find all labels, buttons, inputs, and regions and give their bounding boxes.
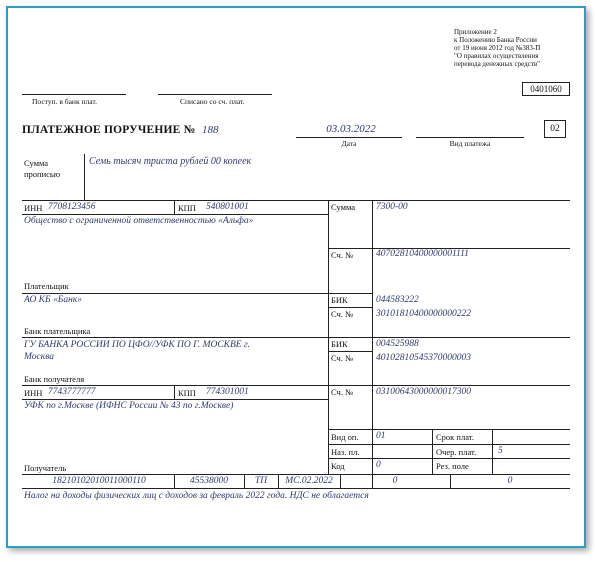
appendix-note xyxy=(454,28,540,68)
tax-basis: ТП xyxy=(254,476,268,486)
priority-label: Очер. плат. xyxy=(436,447,477,457)
payer-name: Общество с ограниченной ответственностью «Альфа» xyxy=(24,216,254,226)
purpose-code-label: Наз. пл. xyxy=(331,447,360,457)
payee-inn-label: ИНН xyxy=(24,388,43,398)
op-type-label: Вид оп. xyxy=(331,432,359,442)
grid-line xyxy=(22,214,328,215)
payee-bank-name xyxy=(24,339,324,363)
payee-bank-bik: 004525988 xyxy=(376,339,419,349)
payee-name: УФК по г.Москве (ИФНС России № 43 по г.Москве) xyxy=(24,401,234,411)
payment-type-label: Вид платежа xyxy=(449,139,491,148)
payee-label: Получатель xyxy=(24,463,67,473)
order-date: 03.03.2022 xyxy=(326,123,376,135)
payment-order-form xyxy=(6,6,586,548)
kbk: 18210102010011000110 xyxy=(52,476,146,486)
payer-bank-label: Банк плательщика xyxy=(24,326,91,336)
amount-value: 7300-00 xyxy=(376,202,408,212)
amount-words-divider xyxy=(84,154,85,200)
debited-label: Списано со сч. плат. xyxy=(180,97,245,106)
grid-line xyxy=(492,429,493,474)
grid-line xyxy=(22,200,570,201)
payee-bank-name-line: ГУ БАНКА РОССИИ ПО ЦФО//УФК ПО Г. МОСКВЕ г. xyxy=(24,340,250,350)
payee-kpp: 774301001 xyxy=(206,387,249,397)
reserve-label: Рез. поле xyxy=(436,461,469,471)
tax-period: МС.02.2022 xyxy=(285,476,333,486)
term-label: Срок плат. xyxy=(436,432,474,442)
tax-doc-number: 0 xyxy=(392,476,398,486)
payer-kpp-label: КПП xyxy=(178,203,196,213)
payee-inn: 7743777777 xyxy=(48,387,96,397)
date-line xyxy=(296,137,402,138)
grid-line xyxy=(328,351,372,352)
grid-line xyxy=(372,200,373,488)
payer-bank-bik-label: БИК xyxy=(331,295,348,305)
code-label: Код xyxy=(331,461,345,471)
amount-words-label-line: прописью xyxy=(24,169,61,179)
payer-account-label: Сч. № xyxy=(331,250,354,260)
grid-line xyxy=(22,293,328,294)
payee-bank-name-line: Москва xyxy=(24,352,54,362)
op-type: 01 xyxy=(376,431,386,441)
payer-inn: 7708123456 xyxy=(48,202,96,212)
oktmo: 45538000 xyxy=(190,476,228,486)
payee-bank-label: Банк получателя xyxy=(24,374,85,384)
payment-type-line xyxy=(416,137,524,138)
payee-bank-bik-label: БИК xyxy=(331,339,348,349)
grid-line xyxy=(174,385,175,399)
payee-account: 03100643000000017300 xyxy=(376,387,471,397)
grid-line xyxy=(22,385,570,386)
page-title: ПЛАТЕЖНОЕ ПОРУЧЕНИЕ № xyxy=(22,124,196,136)
grid-line xyxy=(432,429,433,474)
tax-doc-date: 0 xyxy=(507,476,513,486)
grid-line xyxy=(22,474,570,475)
payer-bank-bik: 044583222 xyxy=(376,295,419,305)
grid-line xyxy=(328,444,570,445)
grid-line xyxy=(328,429,570,430)
payer-inn-label: ИНН xyxy=(24,203,43,213)
payment-purpose: Налог на доходы физических лиц с доходов за февраль 2022 года. НДС не облагается xyxy=(24,491,369,501)
payer-label: Плательщик xyxy=(24,281,69,291)
payee-bank-account-label: Сч. № xyxy=(331,353,354,363)
appendix-line: Приложение 2 xyxy=(454,28,497,36)
payer-bank-account: 30101810400000000222 xyxy=(376,309,471,319)
amount-label: Сумма xyxy=(331,202,356,212)
received-label: Поступ. в банк плат. xyxy=(32,97,97,106)
grid-line xyxy=(328,458,570,459)
date-label: Дата xyxy=(341,139,357,148)
payer-bank-name: АО КБ «Банк» xyxy=(24,295,82,305)
debited-line xyxy=(158,94,272,95)
grid-line xyxy=(174,200,175,214)
grid-line xyxy=(22,337,570,338)
appendix-line: от 19 июня 2012 год №383-П xyxy=(454,44,541,52)
grid-line xyxy=(328,307,372,308)
received-line xyxy=(22,94,126,95)
payer-account: 40702810400000001111 xyxy=(376,249,469,259)
payee-account-label: Сч. № xyxy=(331,387,354,397)
appendix-line: перевода денежных средств" xyxy=(454,60,541,68)
status-code: 02 xyxy=(544,120,566,138)
form-code: 0401060 xyxy=(522,82,570,96)
payer-bank-account-label: Сч. № xyxy=(331,309,354,319)
grid-line xyxy=(328,293,372,294)
payee-kpp-label: КПП xyxy=(178,388,196,398)
priority: 5 xyxy=(498,446,503,456)
appendix-line: "О правилах осуществления xyxy=(454,52,539,60)
grid-line xyxy=(22,488,570,489)
payee-bank-account: 40102810545370000003 xyxy=(376,353,471,363)
order-number: 188 xyxy=(202,124,219,136)
grid-line xyxy=(328,200,329,474)
grid-line xyxy=(22,399,328,400)
payer-kpp: 540801001 xyxy=(206,202,249,212)
amount-words-label xyxy=(24,158,60,180)
code-value: 0 xyxy=(376,460,381,470)
amount-words-label-line: Сумма xyxy=(24,158,49,168)
amount-words-value: Семь тысяч триста рублей 00 копеек xyxy=(89,156,252,167)
appendix-line: к Положению Банка России xyxy=(454,36,537,44)
